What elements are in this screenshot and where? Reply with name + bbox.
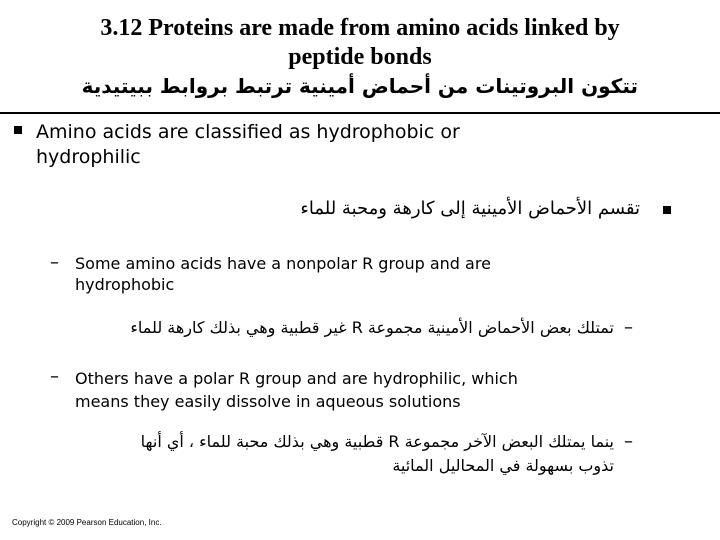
sub-bullet-1-dash: –: [50, 252, 59, 273]
sub-bullet-2-arabic: [141, 430, 614, 478]
sub-bullet-2-arabic-line-2: تذوب بسهولة في المحاليل المائية: [392, 456, 614, 475]
bullet-1-english-line-1: Amino acids are classified as hydrophobic or: [36, 121, 460, 143]
sub-bullet-1-arabic: تمتلك بعض الأحماض الأمينية مجموعة R غير قطبية وهي بذلك كارهة للماء: [130, 318, 614, 337]
bullet-1-english-line-2: hydrophilic: [36, 146, 141, 168]
bullet-square-icon: [663, 206, 671, 214]
sub-bullet-1-english-line-2: hydrophobic: [75, 275, 175, 294]
sub-bullet-1-english-line-1: Some amino acids have a nonpolar R group and are: [75, 254, 491, 273]
title-divider: [0, 112, 720, 114]
sub-bullet-1-english: [75, 253, 715, 295]
sub-bullet-2-english: [75, 367, 715, 413]
title-line-1: 3.12 Proteins are made from amino acids linked by: [100, 15, 620, 41]
title-arabic: تتكون البروتينات من أحماض أمينية ترتبط بروابط ببيتيدية: [81, 74, 638, 98]
sub-bullet-2-english-line-1: Others have a polar R group and are hydrophilic, which: [75, 369, 518, 388]
sub-bullet-2-arabic-dash: –: [624, 431, 633, 452]
sub-bullet-2-dash: –: [50, 366, 59, 387]
slide-title: [0, 14, 720, 72]
copyright-notice: Copyright © 2009 Pearson Education, Inc.: [12, 518, 162, 527]
sub-bullet-2-english-line-2: means they easily dissolve in aqueous solutions: [75, 392, 461, 411]
bullet-1-english: [36, 120, 706, 170]
title-line-2: peptide bonds: [288, 44, 432, 70]
sub-bullet-1-arabic-dash: –: [624, 317, 633, 338]
bullet-1-arabic: تقسم الأحماض الأمينية إلى كارهة ومحبة للماء: [300, 198, 640, 219]
bullet-square-icon: [14, 126, 22, 134]
sub-bullet-2-arabic-line-1: ينما يمتلك البعض الآخر مجموعة R قطبية وهي بذلك محبة للماء ، أي أنها: [140, 432, 614, 451]
